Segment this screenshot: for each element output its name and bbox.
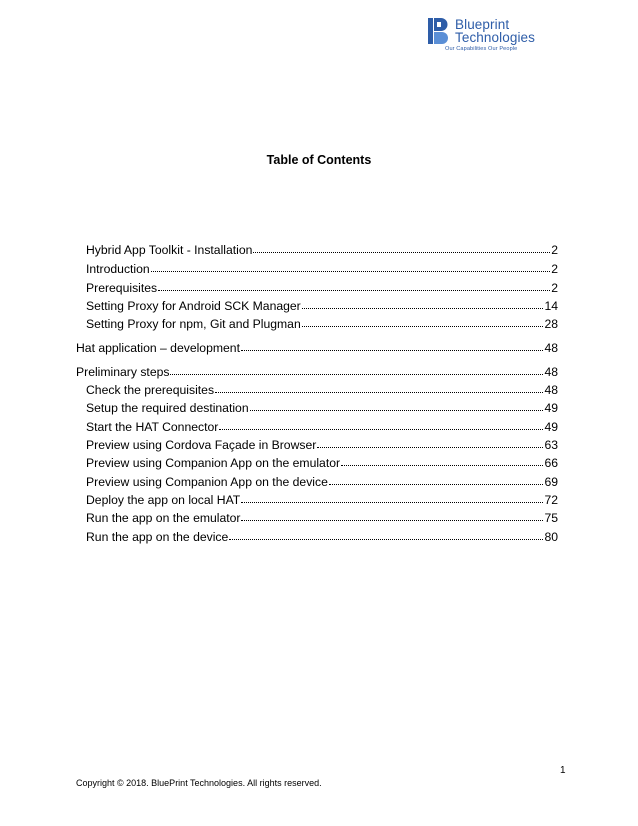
toc-entry[interactable]: [86, 510, 558, 526]
toc-entry-page: 49: [544, 420, 558, 434]
toc-entry[interactable]: [76, 364, 558, 380]
toc-dot-leader: [241, 501, 543, 503]
page-number: 1: [560, 765, 566, 776]
toc-entry-label: Preview using Cordova Façade in Browser: [86, 438, 317, 452]
toc-entry-page: 75: [544, 511, 558, 525]
toc-entry[interactable]: [86, 298, 558, 314]
toc-entry-label: Introduction: [86, 262, 150, 276]
toc-entry-page: 48: [544, 383, 558, 397]
toc-entry-page: 2: [551, 262, 558, 276]
toc-dot-leader: [250, 409, 544, 411]
toc-entry-page: 48: [544, 365, 558, 379]
toc-entry[interactable]: [86, 280, 558, 296]
toc-dot-leader: [241, 519, 543, 521]
toc-title: Table of Contents: [266, 153, 372, 167]
toc-entry[interactable]: [86, 316, 558, 332]
toc-entry-label: Check the prerequisites: [86, 383, 215, 397]
blueprint-logo-icon: [428, 18, 450, 44]
toc-entry[interactable]: [86, 382, 558, 398]
toc-dot-leader: [329, 483, 544, 485]
toc-entry-label: Preview using Companion App on the emulator: [86, 456, 341, 470]
toc-dot-leader: [151, 270, 551, 272]
toc-entry-page: 2: [551, 243, 558, 257]
toc-entry-label: Prerequisites: [86, 281, 158, 295]
toc-entry-label: Hybrid App Toolkit - Installation: [86, 243, 253, 257]
toc-dot-leader: [219, 428, 543, 430]
toc-entry-label: Run the app on the emulator: [86, 511, 241, 525]
toc-entry-label: Run the app on the device: [86, 530, 229, 544]
toc-entry-label: Deploy the app on local HAT: [86, 493, 241, 507]
toc-entry-label: Start the HAT Connector: [86, 420, 219, 434]
toc-dot-leader: [302, 325, 544, 327]
logo-text-line1: Blueprint: [455, 17, 510, 32]
toc-entry[interactable]: [86, 261, 558, 277]
company-logo: [428, 16, 568, 58]
toc-entry-page: 66: [544, 456, 558, 470]
toc-entry-label: Preview using Companion App on the device: [86, 475, 328, 489]
toc-entry-page: 14: [544, 299, 558, 313]
toc-dot-leader: [241, 349, 543, 351]
toc-entry[interactable]: [86, 455, 558, 471]
toc-entry[interactable]: [86, 474, 558, 490]
toc-entry[interactable]: [86, 492, 558, 508]
toc-entry-page: 63: [544, 438, 558, 452]
toc-entry-page: 80: [544, 530, 558, 544]
copyright-notice: Copyright © 2018. BluePrint Technologies. All rights reserved.: [76, 778, 322, 788]
toc-entry-page: 2: [551, 281, 558, 295]
logo-tagline: Our Capabilities Our People: [445, 46, 518, 52]
toc-entry-label: Preliminary steps: [76, 365, 170, 379]
toc-dot-leader: [158, 289, 550, 291]
toc-entry-page: 72: [544, 493, 558, 507]
toc-entry[interactable]: [86, 419, 558, 435]
toc-dot-leader: [341, 464, 543, 466]
toc-entry-label: Setting Proxy for npm, Git and Plugman: [86, 317, 301, 331]
logo-text-line2: Technologies: [455, 30, 536, 45]
toc-entry-page: 28: [544, 317, 558, 331]
toc-dot-leader: [302, 307, 544, 309]
toc-entry[interactable]: [86, 400, 558, 416]
toc-entry-page: 48: [544, 341, 558, 355]
toc-entry[interactable]: [86, 437, 558, 453]
toc-entry[interactable]: [86, 242, 558, 258]
toc-dot-leader: [170, 373, 543, 375]
toc-entry-label: Setting Proxy for Android SCK Manager: [86, 299, 301, 313]
toc-entry-label: Hat application – development: [76, 341, 240, 355]
toc-dot-leader: [253, 251, 550, 253]
toc-entry[interactable]: [86, 529, 558, 545]
toc-entry[interactable]: [76, 340, 558, 356]
toc-entry-page: 69: [544, 475, 558, 489]
toc-entry-label: Setup the required destination: [86, 401, 249, 415]
toc-dot-leader: [317, 446, 543, 448]
toc-entry-page: 49: [544, 401, 558, 415]
toc-dot-leader: [215, 391, 543, 393]
toc-dot-leader: [229, 538, 543, 540]
